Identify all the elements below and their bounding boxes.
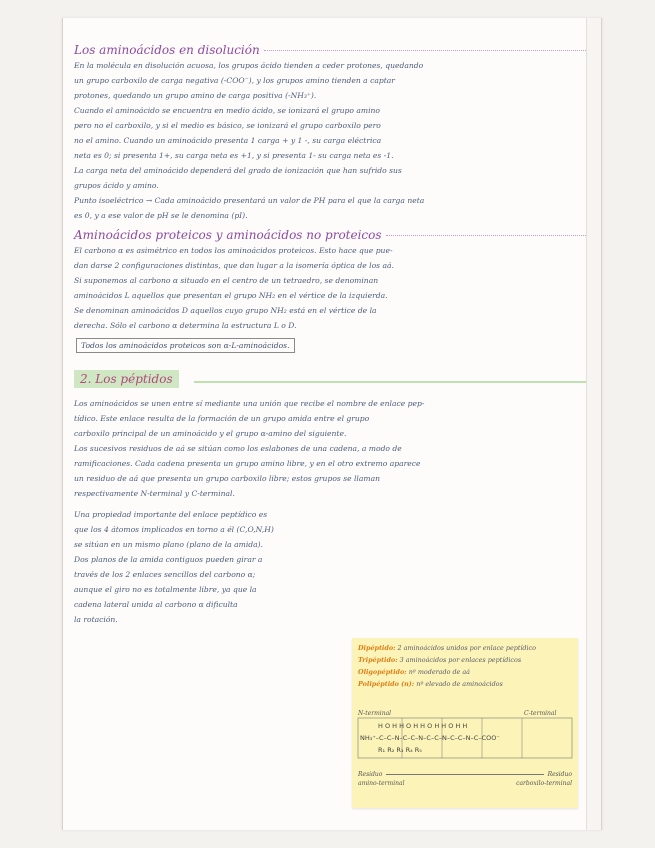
text-line: un grupo carboxilo de carga negativa (-COO⁻), y los grupos amino tienden a captar: [74, 76, 395, 85]
residue-row-2: [358, 779, 572, 788]
text-line: carboxilo principal de un aminoácido y el grupo α-amino del siguiente.: [74, 429, 347, 438]
note-term: Oligopéptido:: [358, 668, 407, 676]
alpha-l-boxed-note: Todos los aminoácidos proteicos son α-L-aminoácidos.: [76, 338, 295, 353]
text-line: Se denominan aminoácidos D aquellos cuyo grupo NH₂ está en el vértice de la: [74, 306, 377, 315]
residue-right-label: Residuo: [547, 771, 572, 778]
peptide-structure-diagram: [356, 706, 574, 768]
section-title-text: Aminoácidos proteicos y aminoácidos no proteicos: [74, 228, 382, 242]
text-line: El carbono α es asimétrico en todos los aminoácidos proteicos. Esto hace que pue-: [74, 246, 393, 255]
note-item: [352, 666, 578, 678]
note-definitions: [352, 638, 578, 690]
note-definition: nº moderado de aá: [408, 668, 470, 676]
text-line: no el amino. Cuando un aminoácido presenta 1 carga + y 1 -, su carga eléctrica: [74, 136, 382, 145]
n-terminal-label: N-terminal: [358, 710, 392, 717]
text-line: pero no el carboxilo, y si el medio es básico, se ionizará el grupo carboxilo pero: [74, 121, 381, 130]
notes-content: [74, 42, 586, 627]
text-line: Dos planos de la amida contiguos pueden girar a: [74, 555, 263, 564]
text-line: ramificaciones. Cada cadena presenta un grupo amino libre, y en el otro extremo aparece: [74, 459, 421, 468]
peptide-chain-svg: [356, 706, 574, 768]
residue-right-sub: carboxilo-terminal: [516, 780, 572, 787]
title-rule: [386, 234, 586, 236]
note-definition: 2 aminoácidos unidos por enlace peptídico: [397, 644, 536, 652]
text-line: Los sucesivos residuos de aá se sitúan como los eslabones de una cadena, a modo de: [74, 444, 402, 453]
text-line: se sitúan en un mismo plano (plano de la amida).: [74, 540, 264, 549]
text-line: Los aminoácidos se unen entre sí mediante una unión que recibe el nombre de enlace pep-: [74, 399, 425, 408]
svg-text:R₁ R₂ R₃ R₄: R₁ R₂ R₃ R₄ R₅: [378, 746, 422, 754]
page-content-layer: [62, 18, 600, 830]
isoelectric-point-body: [74, 193, 586, 223]
note-definition: nº elevado de aminoácidos: [416, 680, 503, 688]
text-line: Punto isoeléctrico → Cada aminoácido presentará un valor de PH para el que la carga neta: [74, 196, 425, 205]
residue-labels: [358, 770, 572, 788]
text-line: respectivamente N-terminal y C-terminal.: [74, 489, 235, 498]
amide-plane-paragraph: [74, 507, 360, 627]
note-term: Tripéptido:: [358, 656, 398, 664]
text-line: Si suponemos al carbono α situado en el centro de un tetraedro, se denominan: [74, 276, 379, 285]
title-rule: [264, 49, 586, 51]
text-line: la rotación.: [74, 615, 118, 624]
residue-left-label: Residuo: [358, 771, 383, 778]
section3-body: [74, 396, 586, 501]
text-line: través de los 2 enlaces sencillos del carbono α;: [74, 570, 256, 579]
text-line: es 0, y a ese valor de pH se le denomina (pI).: [74, 211, 248, 220]
section2-body: [74, 243, 586, 333]
text-line: un residuo de aá que presenta un grupo carboxilo libre; estos grupos se llaman: [74, 474, 381, 483]
note-term: Dipéptido:: [358, 644, 396, 652]
residue-left-sub: amino-terminal: [358, 780, 405, 787]
text-line: neta es 0; si presenta 1+, su carga neta es +1, y si presenta 1- su carga neta es -1.: [74, 151, 394, 160]
text-line: dan darse 2 configuraciones distintas, que dan lugar a la isomería óptica de los aá.: [74, 261, 394, 270]
text-line: Cuando el aminoácido se encuentra en medio ácido, se ionizará el grupo amino: [74, 106, 380, 115]
c-terminal-label: C-terminal: [524, 710, 557, 717]
text-line: que los 4 átomos implicados en torno a él (C,O,N,H): [74, 525, 274, 534]
note-item: [352, 654, 578, 666]
note-term: Polipéptido (n):: [358, 680, 415, 688]
residue-row-1: [358, 770, 572, 779]
residue-arrow: [386, 770, 543, 775]
svg-text:NH₃⁺–C–C–N–C–C–N–C–C–N–C–C–N–C: NH₃⁺–C–C–N–C–C–N–C–C–N–C–C–N–C–COO⁻: [360, 734, 500, 742]
section-header-peptidos: [74, 370, 586, 390]
text-line: aunque el giro no es totalmente libre, ya que la: [74, 585, 257, 594]
section-title-disolucion: [74, 42, 586, 58]
text-line: Una propiedad importante del enlace peptídico es: [74, 510, 268, 519]
sticky-note: [352, 638, 578, 808]
text-line: En la molécula en disolución acuosa, los grupos ácido tienden a ceder protones, quedando: [74, 61, 424, 70]
text-line: grupos ácido y amino.: [74, 181, 159, 190]
note-item: [352, 642, 578, 654]
text-line: aminoácidos L aquellos que presentan el grupo NH₂ en el vértice de la izquierda.: [74, 291, 388, 300]
green-rule: [194, 381, 586, 383]
note-item: [352, 678, 578, 690]
text-line: La carga neta del aminoácido dependerá del grado de ionización que han sufrido sus: [74, 166, 402, 175]
chain-atoms: [360, 722, 500, 754]
section-title-proteicos: [74, 227, 586, 243]
section-title-text: Los aminoácidos en disolución: [74, 43, 260, 57]
section1-body: [74, 58, 586, 193]
text-line: derecha. Sólo el carbono α determina la estructura L o D.: [74, 321, 297, 330]
text-line: tídico. Este enlace resulta de la formación de un grupo amida entre el grupo: [74, 414, 370, 423]
note-definition: 3 aminoácidos por enlaces peptídicos: [399, 656, 522, 664]
svg-text:H O H H O H H O H: H O H H O H H O H H O H H: [378, 722, 468, 730]
text-line: cadena lateral unida al carbono α dificulta: [74, 600, 238, 609]
section-title-peptidos: 2. Los péptidos: [74, 370, 179, 388]
text-line: protones, quedando un grupo amino de carga positiva (-NH₃⁺).: [74, 91, 317, 100]
